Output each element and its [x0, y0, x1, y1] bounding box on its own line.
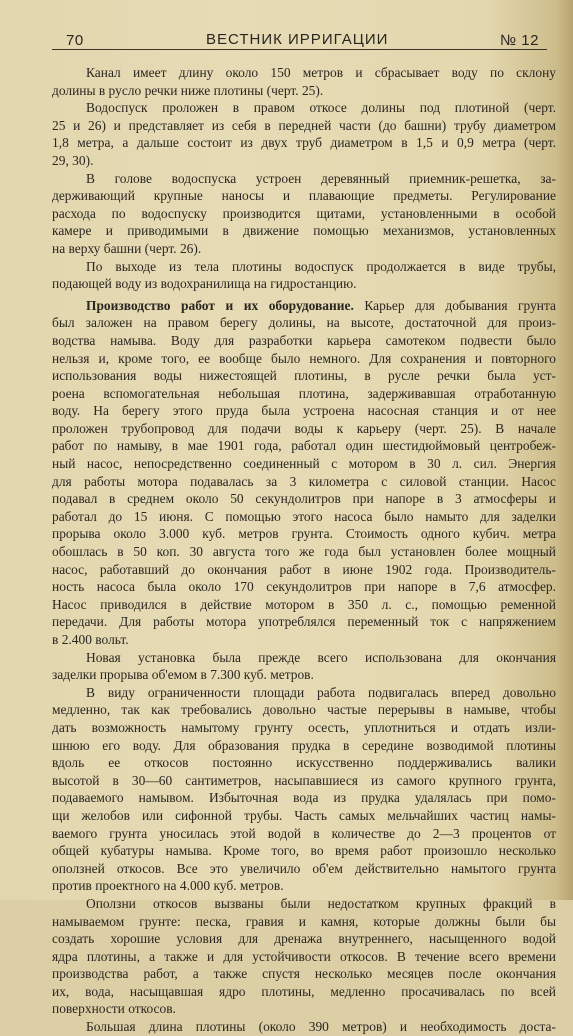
article-body — [52, 64, 556, 1036]
paragraph — [52, 684, 556, 895]
text-line: заделки прорыва об'емом в 7.300 куб. метров. — [52, 667, 314, 683]
text-line: создать хорошие условия для дренажа внутреннего, насыщенного водой — [52, 931, 556, 947]
paragraph — [52, 64, 556, 99]
text-line: производства работ, а также спустя несколько месяцев после окончания — [52, 966, 556, 982]
text-line: нельзя и, кроме того, ее вообще было немного. Для сохранения и повторного — [52, 350, 556, 366]
paragraph — [52, 170, 556, 258]
text-line: прорыва около 3.000 куб. метров грунта. Стоимость одного кубич. метра — [52, 526, 556, 542]
text-line: их, вода, насыщавшая ядро плотины, медленно просачивалась по всей — [52, 983, 556, 999]
text-line: шнюю его воду. Для образования прудка в середине возводимой плотины — [52, 737, 556, 753]
text-line: поверхности откосов. — [52, 1001, 176, 1017]
text-line: на верху башни (черт. 26). — [52, 240, 202, 256]
text-line: намываемом грунте: песка, гравия и камня, которые должны были бы — [52, 913, 556, 929]
text-line: ваемого грунта уносилась этой водой в количестве до 2—3 процентов от — [52, 825, 556, 841]
text-line: 1,8 метра, а дальше состоит из двух труб диаметром в 1,5 и 0,9 метра (черт. — [52, 135, 556, 151]
text-line: воду. На берегу этого пруда была устроена насосная станция и от нее — [52, 403, 556, 419]
header-rule — [52, 49, 547, 50]
text-line: дать возможность намытому грунту осесть, уплотниться и отдать изли- — [52, 719, 556, 735]
page-number: 70 — [66, 32, 84, 49]
text-line: подаваемого намывом. Избыточная вода из прудка удалялась при помо- — [52, 790, 556, 806]
text-line: держивающий крупные наносы и плавающие предметы. Регулирование — [52, 188, 556, 204]
paragraph — [52, 99, 556, 169]
text-line: насос, работавший до окончания работ в июне 1902 года. Производитель- — [52, 561, 556, 577]
text-line: расхода по водоспуску производится щитами, установленными в особой — [52, 205, 556, 221]
text-line: Насос приводился в действие мотором в 350 л. с., помощью ременной — [52, 596, 556, 612]
section-paragraph — [52, 297, 556, 649]
text-line: использования воды нижестоящей плотины, в русле речки была уст- — [52, 368, 556, 384]
text-line — [52, 297, 556, 315]
text-line: 25 и 26) и представляет из себя в передней части (до башни) трубу диаметром — [52, 117, 556, 133]
text-line: оползней откосов. Все это увеличило об'ем действительно намытого грунта — [52, 860, 556, 876]
text-line: Канал имеет длину около 150 метров и сбрасывает воду по склону — [86, 65, 556, 80]
paragraph — [52, 895, 556, 1018]
text-line: роена вспомогательная небольшая плотина, задерживавшая отработанную — [52, 385, 556, 401]
text-line: Новая установка была прежде всего использована для окончания — [86, 649, 556, 665]
text-line: для работы мотора подавалась за 3 километра с силовой станции. Насос — [52, 473, 556, 489]
text-line: работал до 15 июня. С помощью этого насоса было намыто для заделки — [52, 508, 556, 524]
text-line: 29, 30). — [52, 152, 94, 168]
text-line: По выходе из тела плотины водоспуск продолжается в виде трубы, — [86, 258, 556, 274]
text-line: Водоспуск проложен в правом откосе долины под плотиной (черт. — [86, 100, 556, 116]
text-line: был заложен на правом берегу долины, на высоте, достаточной для произ- — [52, 315, 556, 331]
text-line: проложен трубопровод для подачи воды к карьеру (черт. 25). В начале — [52, 420, 556, 436]
text-line: подающей воду из водохранилища на гидростанцию. — [52, 276, 357, 292]
text-line: долины в русло речки ниже плотины (черт. 25). — [52, 82, 324, 98]
text-line: водства намыва. Воду для разработки карьера самотеком подвести было — [52, 332, 556, 348]
issue-number: № 12 — [500, 32, 539, 49]
text-line: против проектного на 4.000 куб. метров. — [52, 878, 284, 894]
text-line: ядра плотины, а также и для устойчивости откосов. В течение всего времени — [52, 948, 556, 964]
running-header — [56, 28, 545, 50]
text-line: Большая длина плотины (около 390 метров) и необходимость доста- — [86, 1019, 556, 1035]
text-line: ность насоса была около 170 секундолитров при напоре в 7,6 атмосфер. — [52, 579, 556, 595]
text-line: щи желобов или сифонной трубы. Часть самых мельчайших частиц намы- — [52, 807, 556, 823]
text-line: Оползни откосов вызваны были недостатком крупных фракций в — [86, 895, 556, 911]
journal-title: ВЕСТНИК ИРРИГАЦИИ — [206, 31, 389, 48]
text-line: камере и приводимыми в движение помощью механизмов, установленных — [52, 223, 556, 239]
text-line: В виду ограниченности площади работа подвигалась вперед довольно — [86, 684, 556, 700]
text-line: обошлась в 50 коп. 30 августа того же года был установлен более мощный — [52, 544, 556, 560]
text-line: медленно, так как требовались довольно частые перерывы в намыве, чтобы — [52, 702, 556, 718]
text-line: высотой в 30—60 сантиметров, насыпавшиеся из самого крупного грунта, — [52, 772, 556, 788]
text-line: В голове водоспуска устроен деревянный приемник-решетка, за- — [86, 170, 556, 186]
text-line: подавал в среднем около 50 секундолитров при напоре в 3 атмосферы и — [52, 491, 556, 507]
text-line: работ по намыву, в мае 1901 года, работал один шестидюймовый центробеж- — [52, 438, 556, 454]
text-line: ный насос, непосредственно соединенный с мотором в 30 л. сил. Энергия — [52, 456, 556, 472]
paragraph — [52, 1018, 556, 1036]
paragraph — [52, 258, 556, 293]
text-run: Карьер для добывания грунта — [353, 297, 556, 313]
section-heading: Производство работ и их оборудование. — [86, 297, 354, 313]
text-line: передачи. Для работы мотора употреблялся переменный ток с напряжением — [52, 614, 556, 630]
text-line: общей кубатуры намыва. Кроме того, во время работ произошло несколько — [52, 843, 556, 859]
text-line: вдоль ее откосов постоянно искусственно поддерживались валики — [52, 755, 556, 771]
text-line: в 2.400 вольт. — [52, 632, 129, 647]
paragraph — [52, 649, 556, 684]
